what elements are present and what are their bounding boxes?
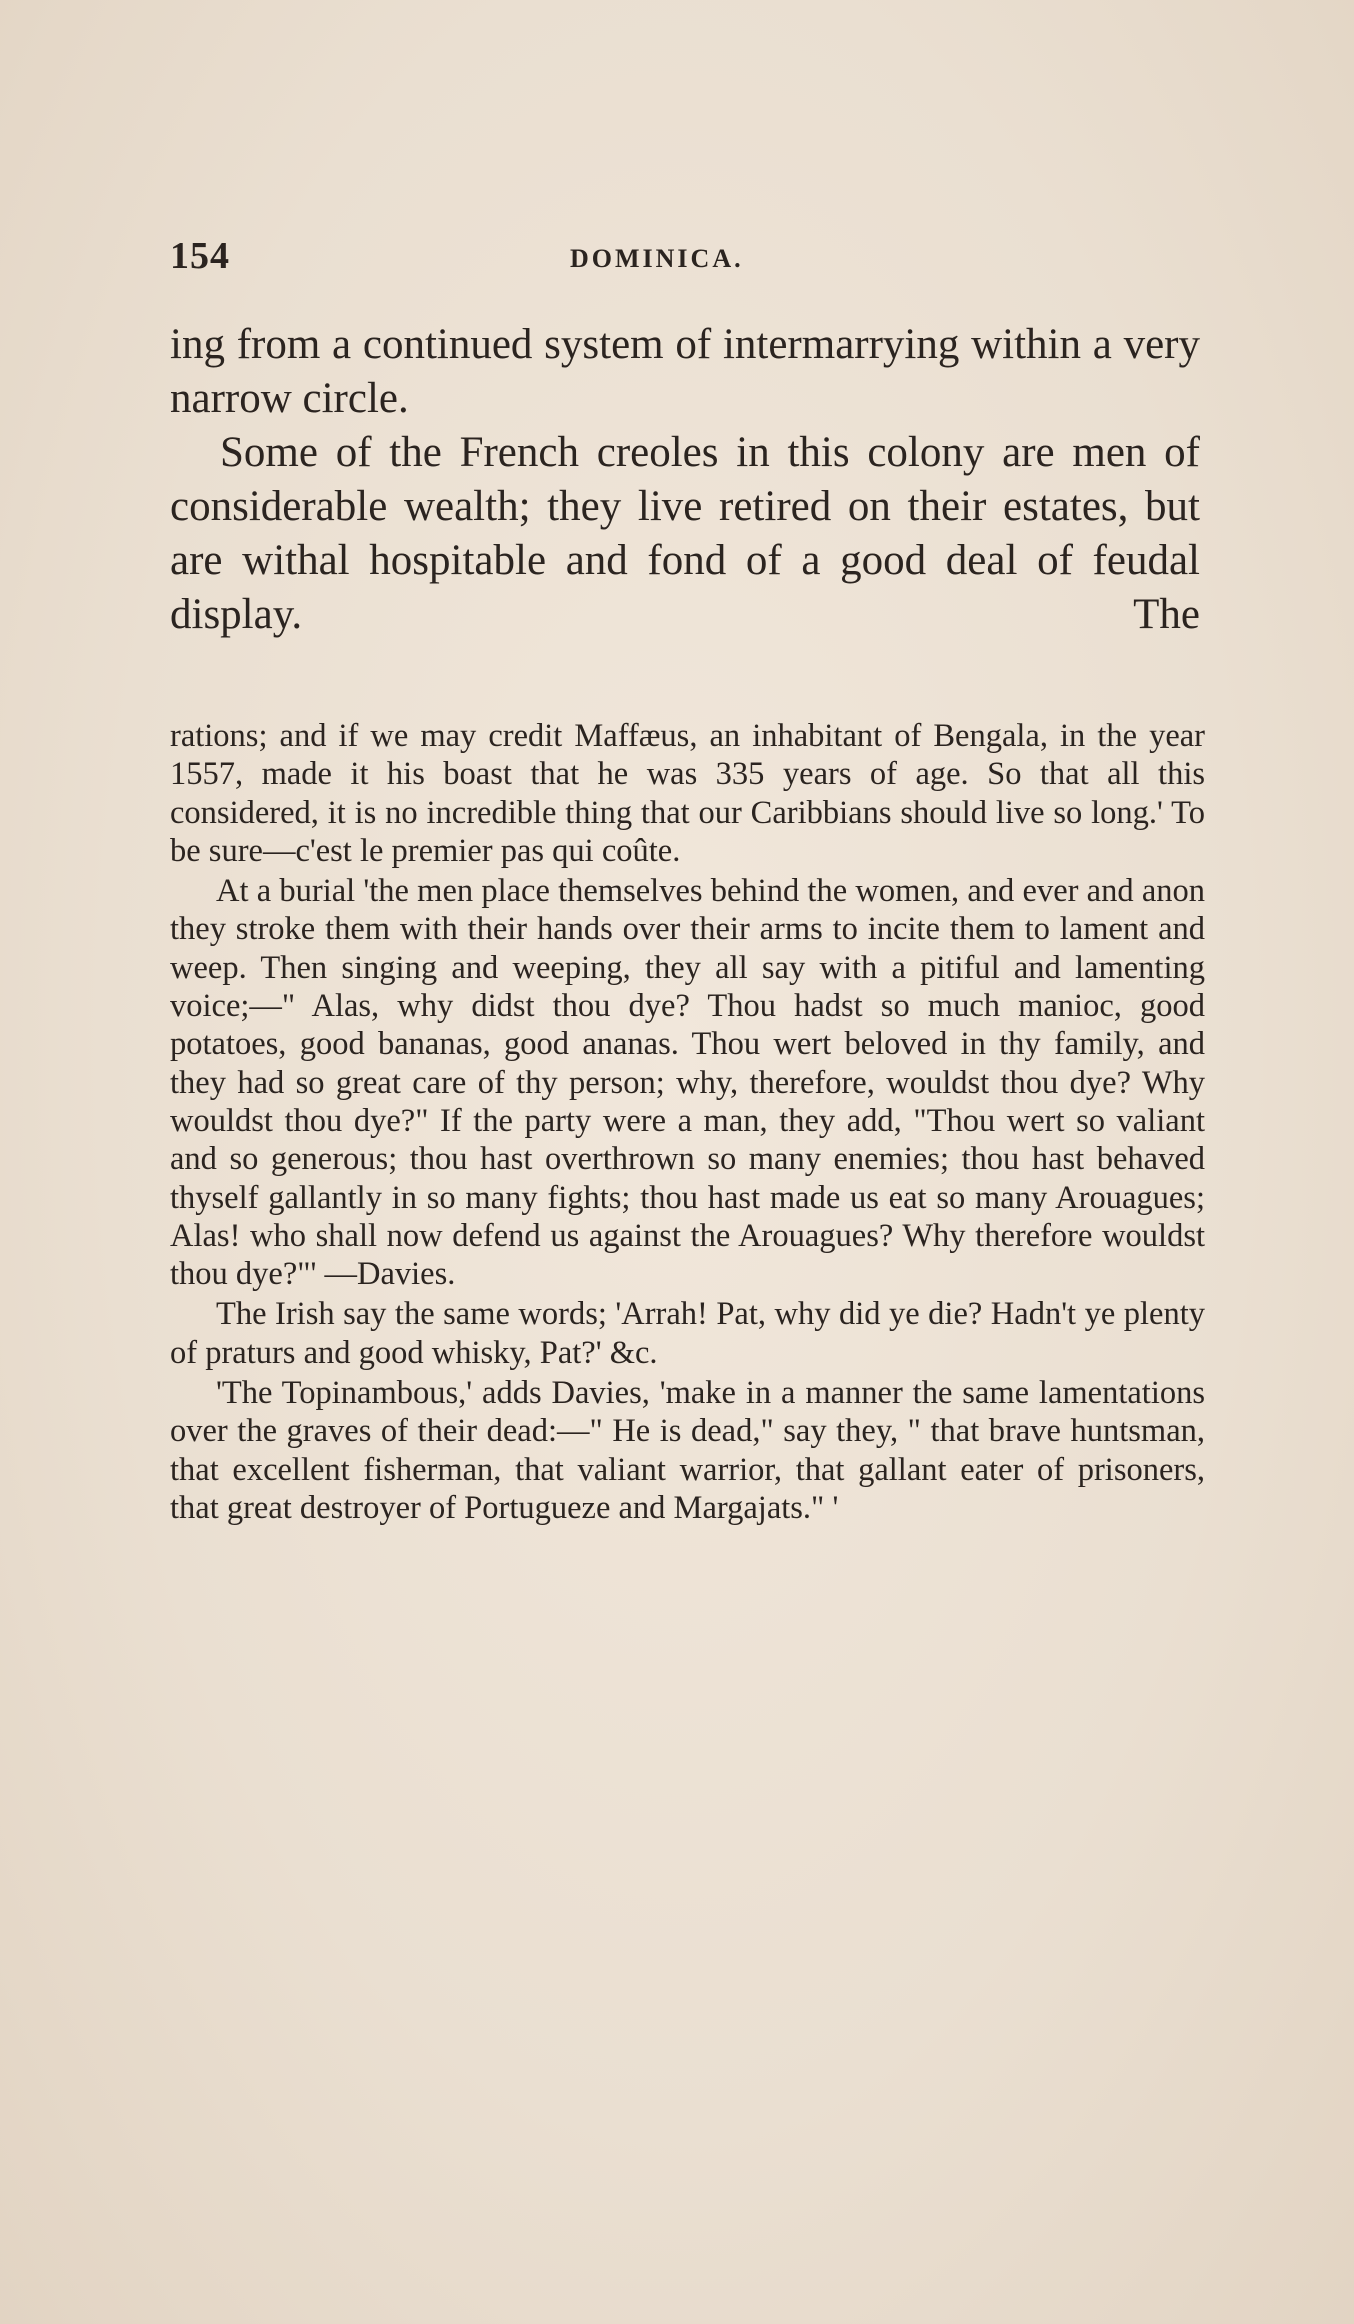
note-paragraph-2: At a burial 'the men place themselves behind the women, and ever and anon they stroke them with their hands over their arms to incite them to lament and weep. Then singing and weeping, they all say with a pitiful and lamenting voice;—" Alas, why didst thou dye? Thou hadst so much manioc, good potatoes, good bananas, good ananas. Thou wert beloved in thy family, and they had so great care of thy person; why, therefore, wouldst thou dye? Why wouldst thou dye?" If the party were a man, they add, "Thou wert so valiant and so generous; thou hast overthrown so many enemies; thou hast behaved thyself gallantly in so many fights; thou hast made us eat so many Arouagues; Alas! who shall now defend us against the Arouagues? Why therefore wouldst thou dye?"' —Davies. [170, 873, 1205, 1293]
page-header [170, 234, 1210, 294]
footnote-text [170, 717, 1205, 1527]
note-paragraph-4: 'The Topinambous,' adds Davies, 'make in a manner the same lamentations over the graves of their dead:—" He is dead," say they, " that brave huntsman, that excellent fisherman, that valiant warrior, that gallant eater of prisoners, that great destroyer of Portugueze and Margajats." ' [170, 1375, 1205, 1526]
main-paragraph-2: Some of the French creoles in this colony are men of considerable wealth; they live retired on their estates, but are withal hospitable and fond of a good deal of feudal display. The [170, 429, 1200, 638]
main-text [170, 318, 1200, 642]
main-paragraph-1: ing from a continued system of intermarrying within a very narrow circle. [170, 321, 1200, 422]
note-paragraph-1: rations; and if we may credit Maffæus, an inhabitant of Bengala, in the year 1557, made it his boast that he was 335 years of age. So that all this considered, it is no incredible thing that our Caribbians should live so long.' To be sure—c'est le premier pas qui coûte. [170, 718, 1205, 869]
running-head: DOMINICA. [570, 244, 744, 273]
note-paragraph-3: The Irish say the same words; 'Arrah! Pat, why did ye die? Hadn't ye plenty of praturs and good whisky, Pat?' &c. [170, 1296, 1205, 1371]
page-number: 154 [170, 235, 230, 277]
